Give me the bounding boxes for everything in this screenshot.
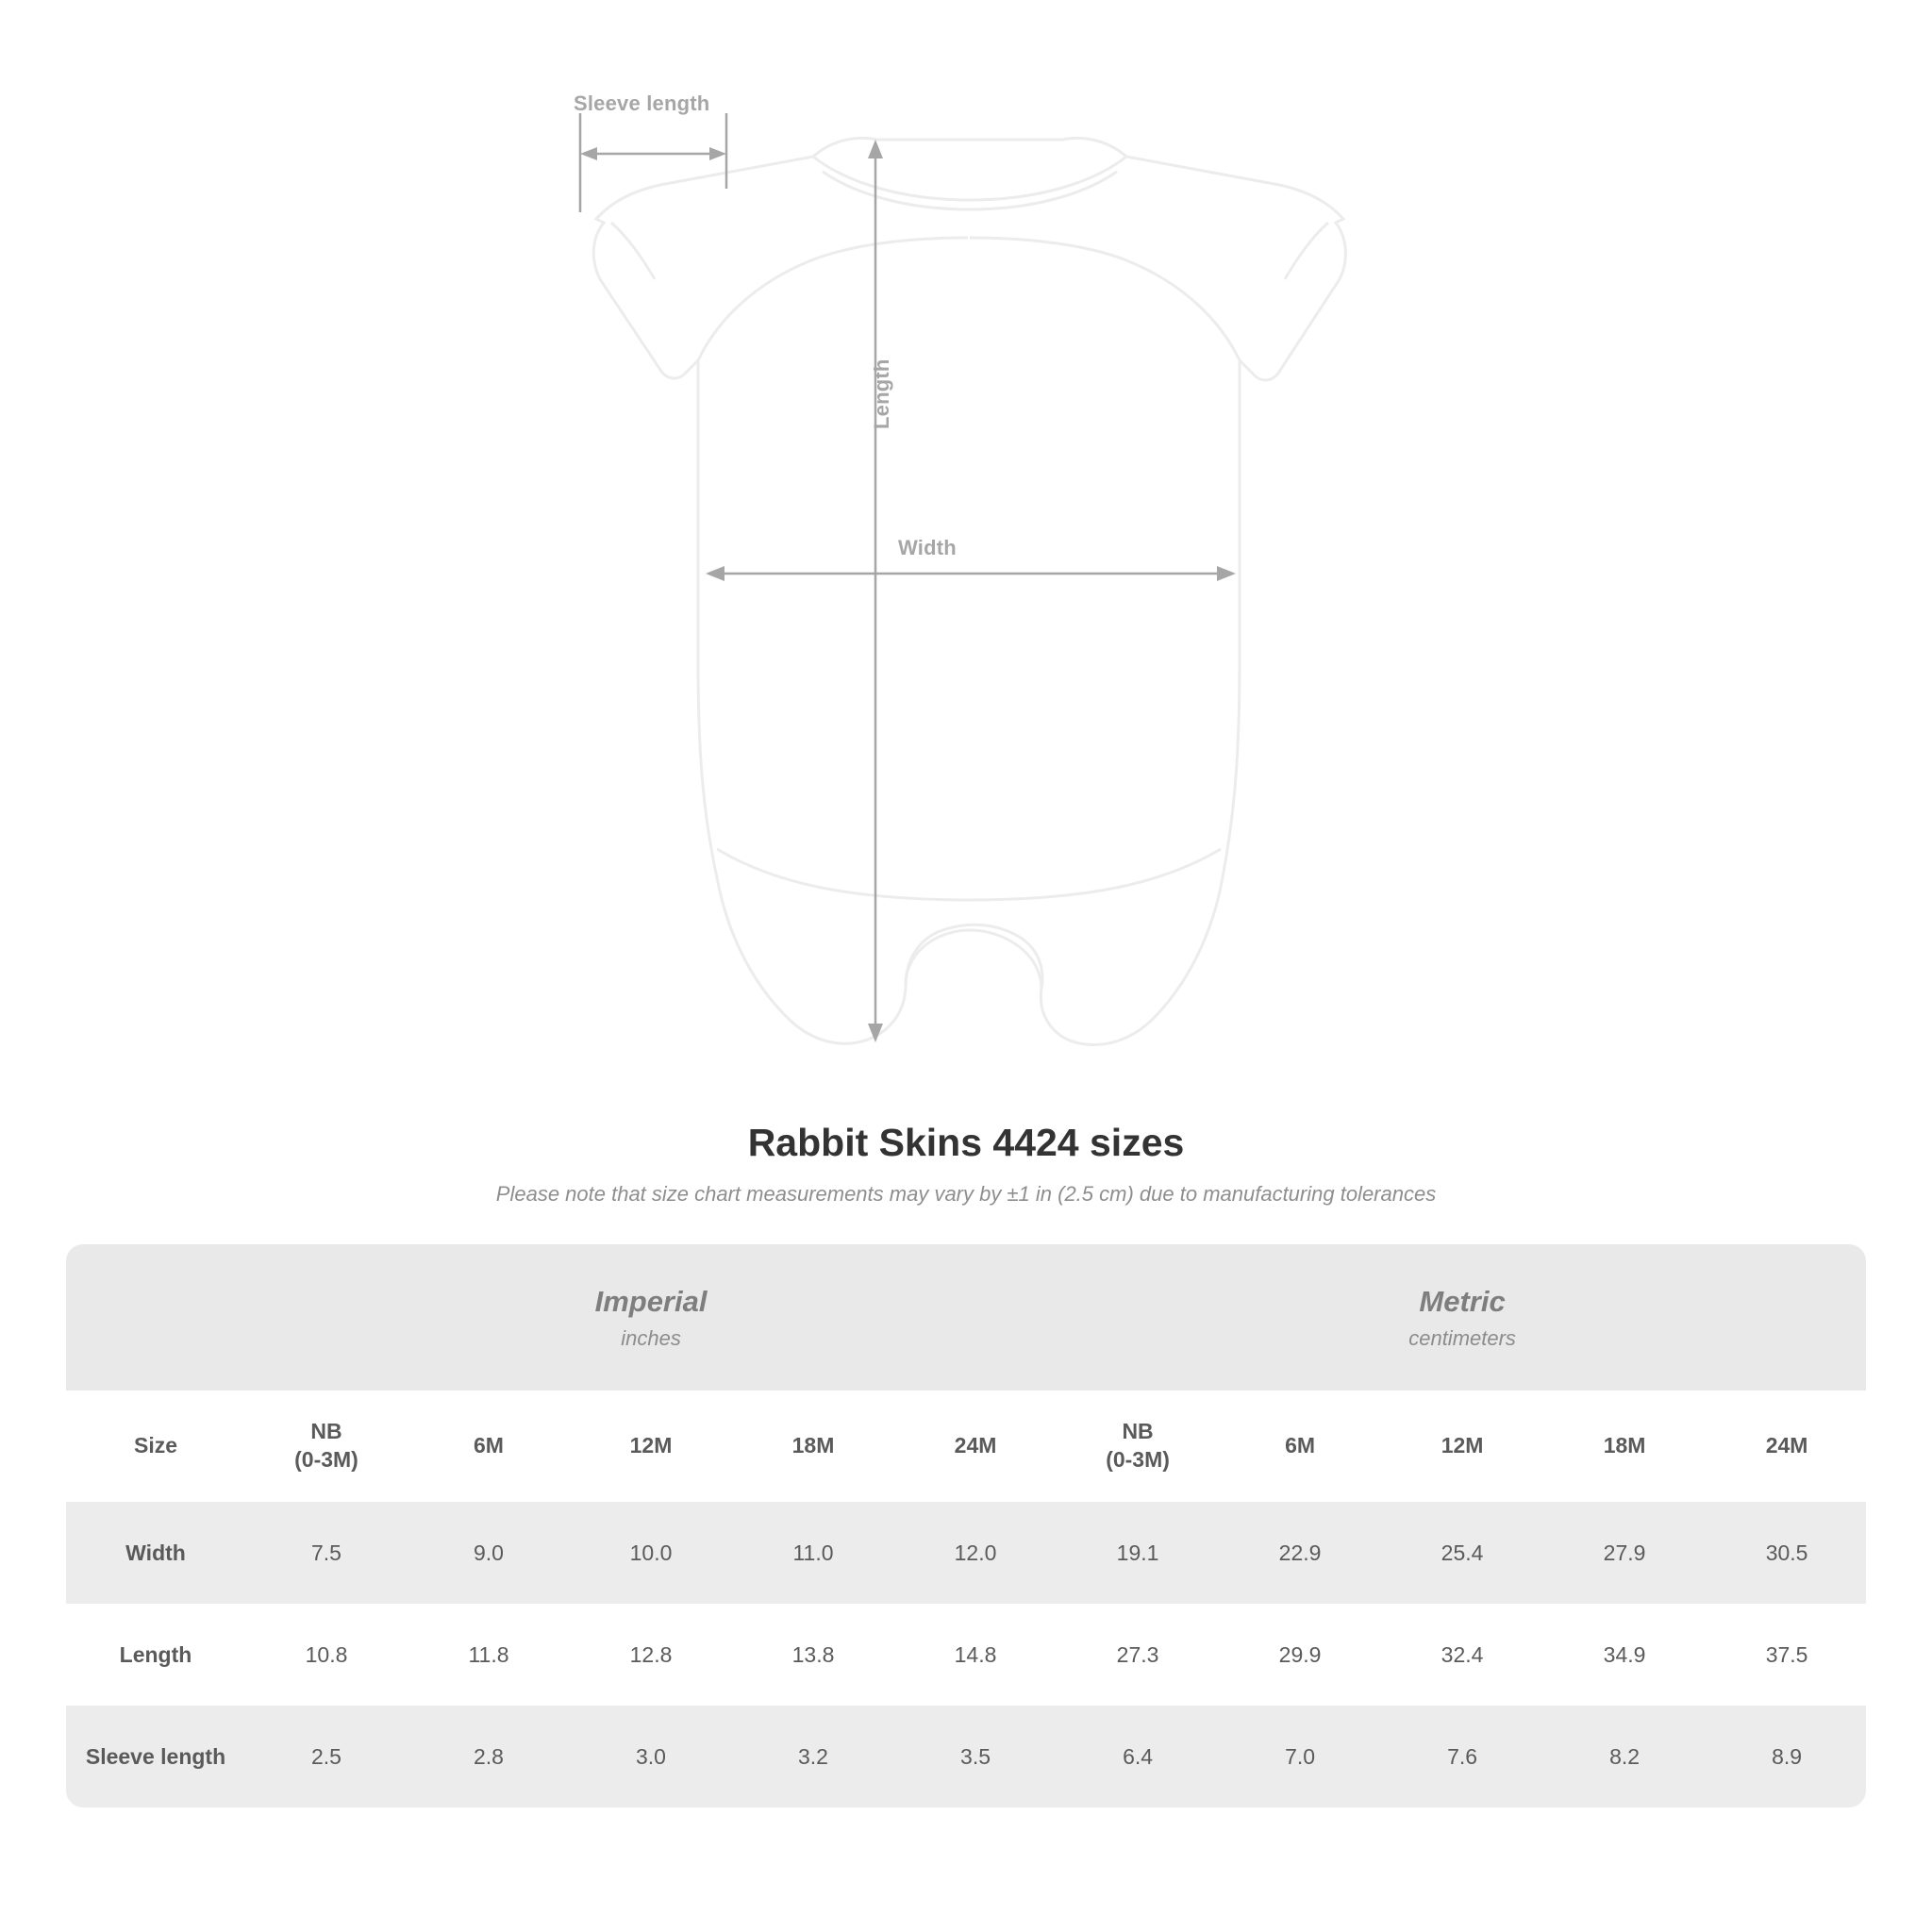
system-name-imperial: Imperial — [594, 1285, 708, 1319]
table-row — [66, 1604, 1866, 1706]
cell-length-metric-6m: 29.9 — [1219, 1604, 1381, 1706]
table-row — [66, 1706, 1866, 1807]
cell-width-imperial-12m: 10.0 — [570, 1502, 732, 1604]
size-header-imperial-24m: 24M — [894, 1391, 1057, 1502]
cell-length-imperial-6m: 11.8 — [408, 1604, 570, 1706]
size-header-main: NB — [310, 1419, 342, 1444]
sleeve-length-dimension-label: Sleeve length — [574, 92, 710, 115]
size-header-label: Size — [66, 1391, 245, 1502]
cell-sleeve-metric-24m: 8.9 — [1706, 1706, 1866, 1807]
size-header-metric-nb — [1057, 1391, 1219, 1502]
cell-width-metric-12m: 25.4 — [1381, 1502, 1543, 1604]
size-header-metric-6m: 6M — [1219, 1391, 1381, 1502]
cell-length-metric-nb: 27.3 — [1057, 1604, 1219, 1706]
size-header-sub: (0-3M) — [1106, 1447, 1170, 1472]
cell-length-metric-24m: 37.5 — [1706, 1604, 1866, 1706]
cell-length-imperial-18m: 13.8 — [732, 1604, 894, 1706]
system-unit-imperial: inches — [621, 1325, 681, 1350]
cell-width-metric-24m: 30.5 — [1706, 1502, 1866, 1604]
tolerance-note: Please note that size chart measurements may vary by ±1 in (2.5 cm) due to manufacturing tolerances — [495, 1182, 1437, 1206]
cell-sleeve-imperial-18m: 3.2 — [732, 1706, 894, 1807]
cell-length-imperial-12m: 12.8 — [570, 1604, 732, 1706]
width-dimension-label: Width — [898, 536, 957, 559]
system-unit-metric: centimeters — [1408, 1325, 1516, 1350]
cell-width-imperial-nb: 7.5 — [245, 1502, 408, 1604]
size-header-imperial-nb — [245, 1391, 408, 1502]
cell-sleeve-imperial-24m: 3.5 — [894, 1706, 1057, 1807]
cell-sleeve-metric-nb: 6.4 — [1057, 1706, 1219, 1807]
system-header-metric — [1057, 1244, 1866, 1391]
system-name-metric: Metric — [1419, 1285, 1506, 1319]
cell-width-imperial-6m: 9.0 — [408, 1502, 570, 1604]
cell-width-imperial-18m: 11.0 — [732, 1502, 894, 1604]
system-header-spacer — [66, 1244, 245, 1391]
cell-sleeve-metric-18m: 8.2 — [1543, 1706, 1706, 1807]
size-header-metric-24m: 24M — [1706, 1391, 1866, 1502]
cell-sleeve-imperial-6m: 2.8 — [408, 1706, 570, 1807]
size-header-metric-12m: 12M — [1381, 1391, 1543, 1502]
cell-sleeve-imperial-12m: 3.0 — [570, 1706, 732, 1807]
unit-system-header-row — [66, 1244, 1866, 1391]
cell-width-metric-6m: 22.9 — [1219, 1502, 1381, 1604]
row-label-sleeve-length: Sleeve length — [66, 1706, 245, 1807]
cell-sleeve-imperial-nb: 2.5 — [245, 1706, 408, 1807]
title-block — [0, 1121, 1932, 1207]
cell-sleeve-metric-6m: 7.0 — [1219, 1706, 1381, 1807]
cell-length-metric-12m: 32.4 — [1381, 1604, 1543, 1706]
length-dimension-label: Length — [870, 358, 893, 429]
size-header-imperial-18m: 18M — [732, 1391, 894, 1502]
size-header-main: NB — [1122, 1419, 1154, 1444]
row-label-length: Length — [66, 1604, 245, 1706]
size-header-imperial-12m: 12M — [570, 1391, 732, 1502]
system-header-imperial — [245, 1244, 1057, 1391]
cell-width-imperial-24m: 12.0 — [894, 1502, 1057, 1604]
page-title: Rabbit Skins 4424 sizes — [747, 1121, 1185, 1164]
size-header-imperial-6m: 6M — [408, 1391, 570, 1502]
cell-length-imperial-24m: 14.8 — [894, 1604, 1057, 1706]
cell-width-metric-nb: 19.1 — [1057, 1502, 1219, 1604]
size-chart-table — [66, 1244, 1866, 1807]
cell-length-metric-18m: 34.9 — [1543, 1604, 1706, 1706]
row-label-width: Width — [66, 1502, 245, 1604]
size-header-metric-18m: 18M — [1543, 1391, 1706, 1502]
cell-width-metric-18m: 27.9 — [1543, 1502, 1706, 1604]
size-chart-table-wrapper — [66, 1244, 1866, 1807]
cell-length-imperial-nb: 10.8 — [245, 1604, 408, 1706]
table-row — [66, 1502, 1866, 1604]
size-header-row — [66, 1391, 1866, 1502]
size-header-sub: (0-3M) — [294, 1447, 358, 1472]
cell-sleeve-metric-12m: 7.6 — [1381, 1706, 1543, 1807]
